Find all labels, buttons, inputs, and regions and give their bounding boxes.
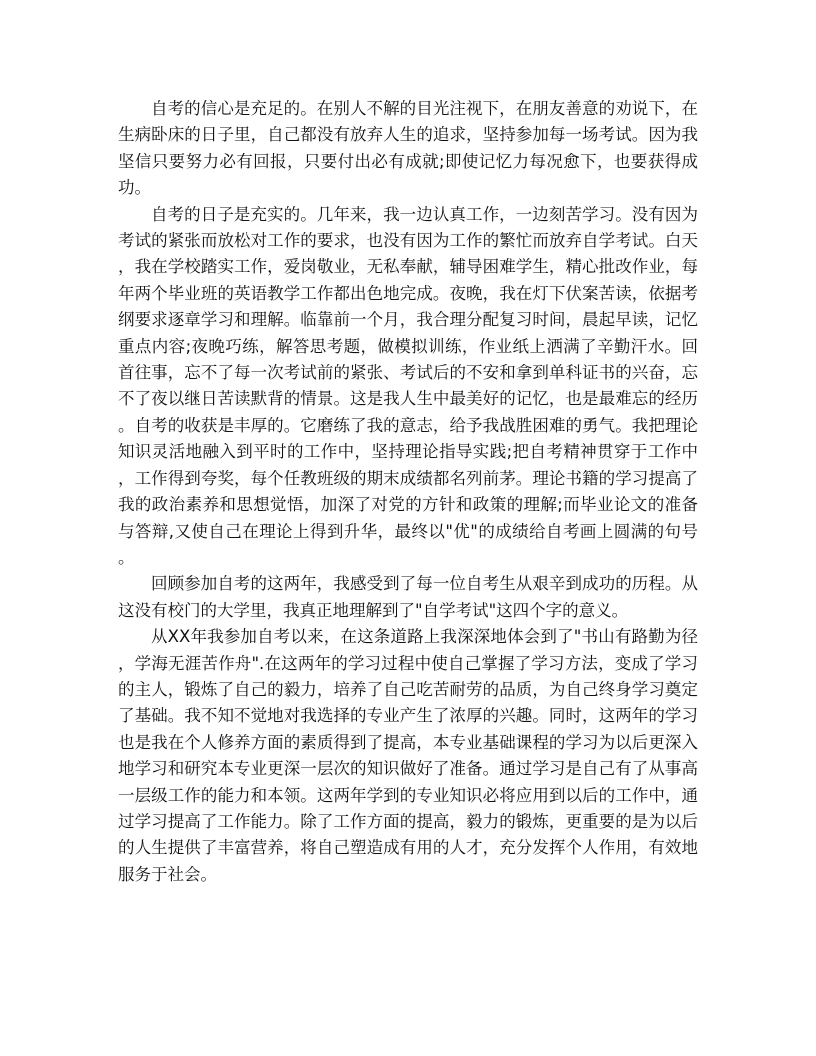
paragraph-gains: 从XX年我参加自考以来，在这条道路上我深深地体会到了"书山有路勤为径，学海无涯苦作舟".在这两年的学习过程中使自己掌握了学习方法，变成了学习的主人，锻炼了自己的毅力，培养了自己吃苦耐劳的品质，为自己终身学习奠定了基础。我不知不觉地对我选择的专业产生了浓厚的兴趣。同时，这两年的学习也是我在个人修养方面的素质得到了提高，本专业基础课程的学习为以后更深入地学习和研究本专业更深一层次的知识做好了准备。通过学习是自己有了从事高一层级工作的能力和本领。这两年学到的专业知识必将应用到以后的工作中，通过学习提高了工作能力。除了工作方面的提高，毅力的锻炼，更重要的是为以后的人生提供了丰富营养，将自己塑造成有用的人才，充分发挥个人作用，有效地服务于社会。	[118, 627, 698, 884]
document-body	[118, 96, 698, 888]
paragraph-review: 回顾参加自考的这两年，我感受到了每一位自考生从艰辛到成功的历程。从这没有校门的大学里，我真正地理解到了"自学考试"这四个字的意义。	[118, 574, 698, 620]
paragraph-fulfilling-days: 自考的日子是充实的。几年来，我一边认真工作，一边刻苦学习。没有因为考试的紧张而放松对工作的要求，也没有因为工作的繁忙而放弃自学考试。白天，我在学校踏实工作，爱岗敬业，无私奉献，辅导困难学生，精心批改作业，每年两个毕业班的英语教学工作都出色地完成。夜晚，我在灯下伏案苦读，依据考纲要求逐章学习和理解。临靠前一个月，我合理分配复习时间，晨起早读，记忆重点内容;夜晚巧练，解答思考题，做模拟训练，作业纸上洒满了辛勤汗水。回首往事，忘不了每一次考试前的紧张、考试后的不安和拿到单科证书的兴奋，忘不了夜以继日苦读默背的情景。这是我人生中最美好的记忆，也是最难忘的经历。自考的收获是丰厚的。它磨练了我的意志，给予我战胜困难的勇气。我把理论知识灵活地融入到平时的工作中，坚持理论指导实践;把自考精神贯穿于工作中，工作得到夸奖，每个任教班级的期末成绩都名列前茅。理论书籍的学习提高了我的政治素养和思想觉悟，加深了对党的方针和政策的理解;而毕业论文的准备与答辩,又使自己在理论上得到升华，最终以"优"的成绩给自考画上圆满的句号。	[118, 204, 698, 567]
paragraph-confidence: 自考的信心是充足的。在别人不解的目光注视下，在朋友善意的劝说下，在生病卧床的日子里，自己都没有放弃人生的追求，坚持参加每一场考试。因为我坚信只要努力必有回报，只要付出必有成就;即使记忆力每况愈下，也要获得成功。	[118, 99, 698, 198]
